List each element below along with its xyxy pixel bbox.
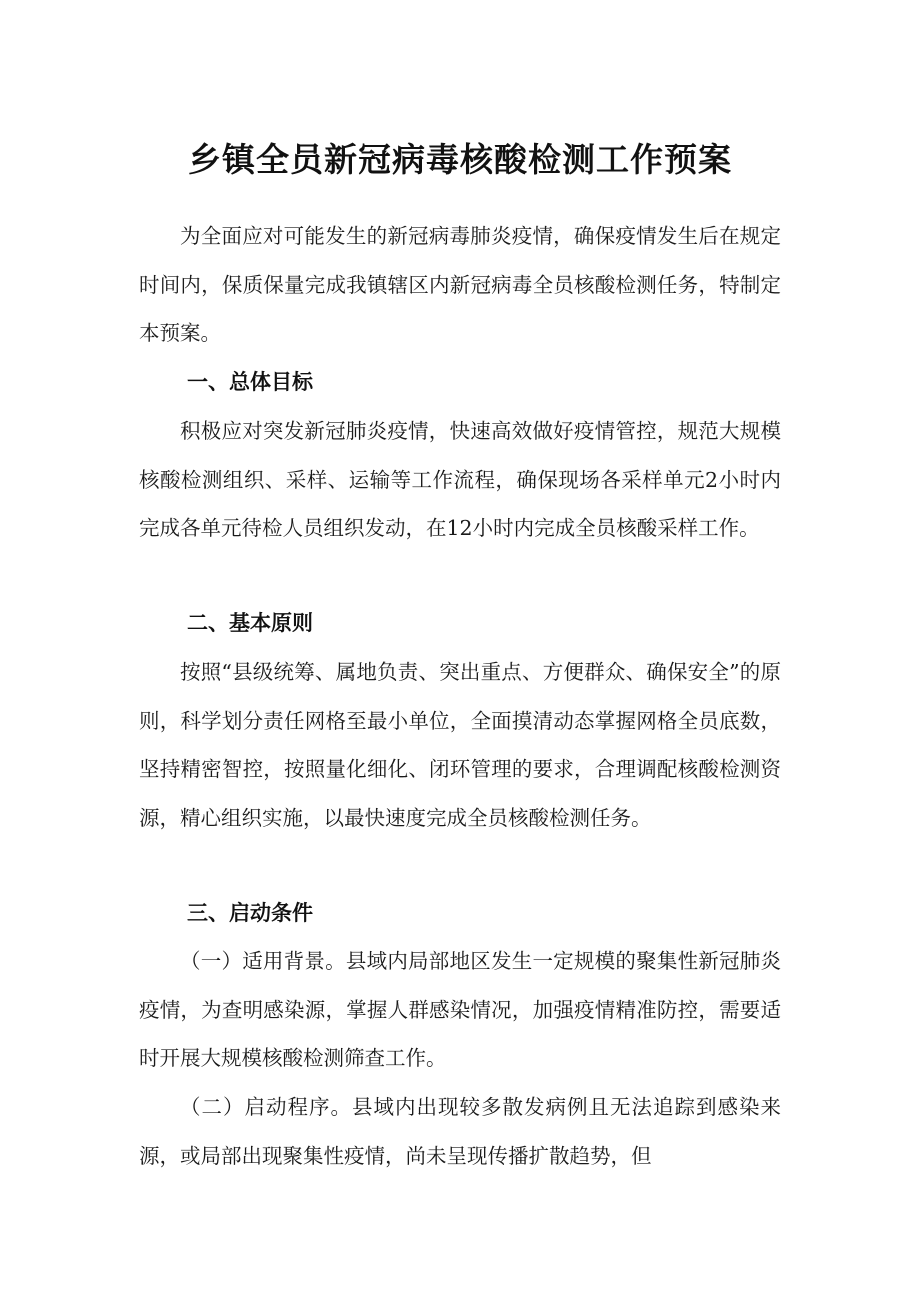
basic-principles-paragraph: 按照“县级统筹、属地负责、突出重点、方便群众、确保安全”的原则，科学划分责任网格至最小单位，全面摸清动态掌握网格全员底数，坚持精密智控，按照量化细化、闭环管理的要求，合理调配核酸检测资源，精心组织实施，以最快速度完成全员核酸检测任务。	[139, 660, 781, 830]
intro-paragraph: 为全面应对可能发生的新冠病毒肺炎疫情，确保疫情发生后在规定时间内，保质保量完成我镇辖区内新冠病毒全员核酸检测任务，特制定本预案。	[139, 224, 781, 345]
overall-goal-paragraph: 积极应对突发新冠肺炎疫情，快速高效做好疫情管控，规范大规模核酸检测组织、采样、运输等工作流程，确保现场各采样单元2小时内完成各单元待检人员组织发动，在12小时内完成全员核酸采样工作。	[139, 419, 781, 540]
applicable-background-paragraph: （一）适用背景。县域内局部地区发生一定规模的聚集性新冠肺炎疫情，为查明感染源，掌握人群感染情况，加强疫情精准防控，需要适时开展大规模核酸检测筛查工作。	[139, 949, 781, 1070]
startup-procedure-paragraph: （二）启动程序。县域内出现较多散发病例且无法追踪到感染来源，或局部出现聚集性疫情，尚未呈现传播扩散趋势，但	[139, 1095, 781, 1168]
section-heading-basic-principles: 二、基本原则	[187, 611, 313, 635]
section-heading-startup-conditions: 三、启动条件	[187, 901, 313, 925]
section-heading-overall-goal: 一、总体目标	[187, 370, 313, 394]
document-title: 乡镇全员新冠病毒核酸检测工作预案	[188, 140, 732, 179]
